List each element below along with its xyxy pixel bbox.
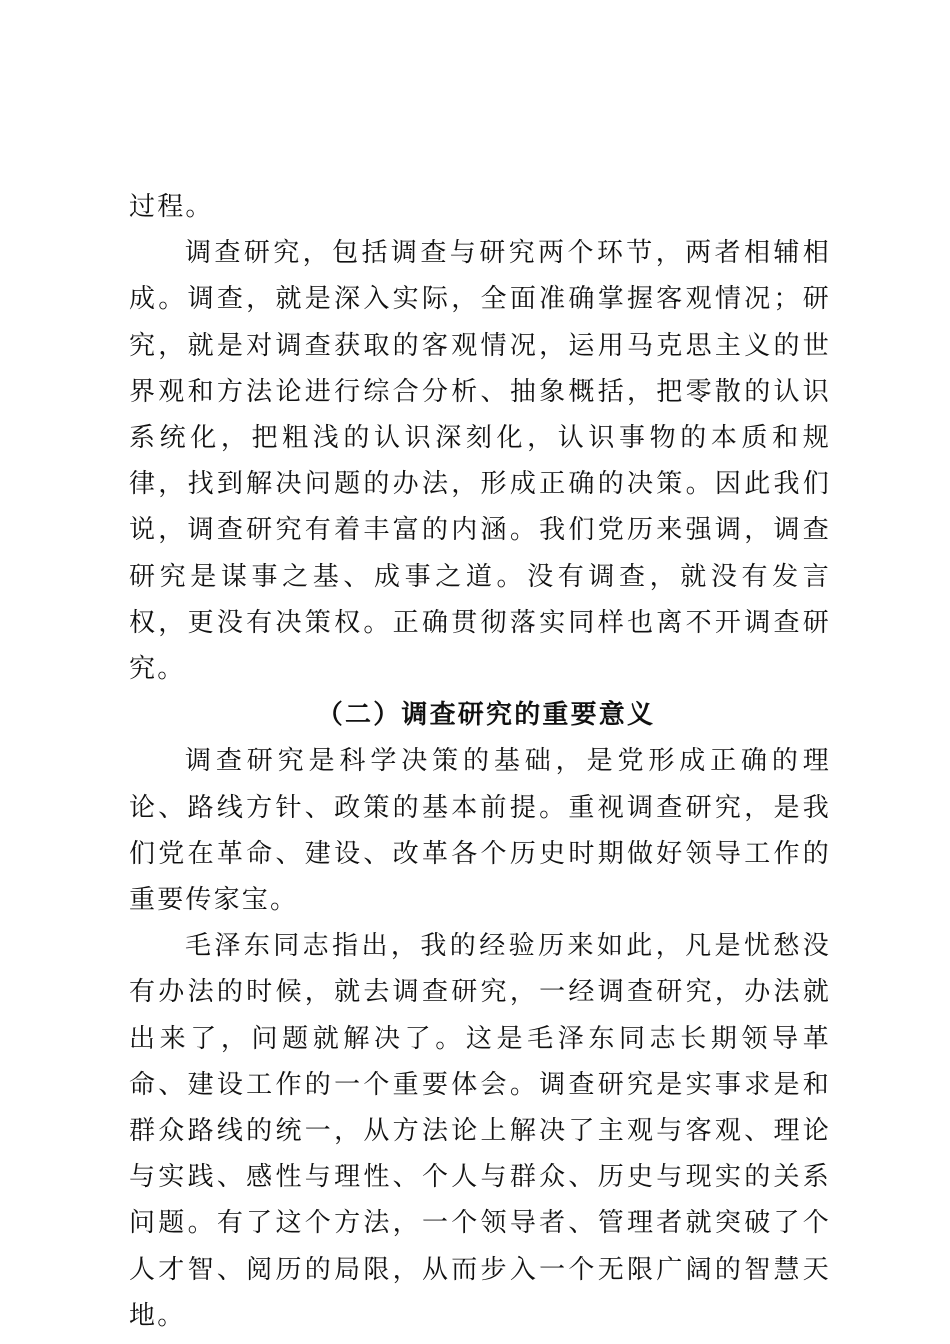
paragraph-research-definition: 调查研究，包括调查与研究两个环节，两者相辅相成。调查，就是深入实际，全面准确掌握客观情况；研究，就是对调查获取的客观情况，运用马克思主义的世界观和方法论进行综合分析、抽象概括，把零散的认识系统化，把粗浅的认识深刻化，认识事物的本质和规律，找到解决问题的办法，形成正确的决策。因此我们说，调查研究有着丰富的内涵。我们党历来强调，调查研究是谋事之基、成事之道。没有调查，就没有发言权，更没有决策权。正确贯彻落实同样也离不开调查研究。 <box>129 238 831 685</box>
paragraph-research-basis: 调查研究是科学决策的基础，是党形成正确的理论、路线方针、政策的基本前提。重视调查研究，是我们党在革命、建设、改革各个历史时期做好领导工作的重要传家宝。 <box>129 746 831 916</box>
paragraph-continuation: 过程。 <box>129 192 214 222</box>
section-heading: （二）调查研究的重要意义 <box>316 700 656 731</box>
paragraph-mao-quote: 毛泽东同志指出，我的经验历来如此，凡是忧愁没有办法的时候，就去调查研究，一经调查研究，办法就出来了，问题就解决了。这是毛泽东同志长期领导革命、建设工作的一个重要体会。调查研究是实事求是和群众路线的统一，从方法论上解决了主观与客观、理论与实践、感性与理性、个人与群众、历史与现实的关系问题。有了这个方法，一个领导者、管理者就突破了个人才智、阅历的局限，从而步入一个无限广阔的智慧天地。 <box>129 931 831 1331</box>
document-body <box>129 184 831 1339</box>
